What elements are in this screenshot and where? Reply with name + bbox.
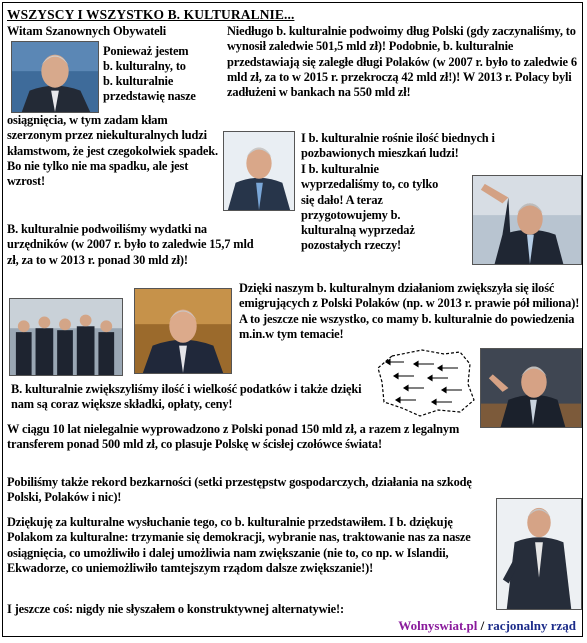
- footer-site: Wolnyswiat.pl: [398, 618, 478, 633]
- photo-standing: [496, 498, 582, 610]
- poverty-text: I b. kulturalnie rośnie ilość biednych i pozbawionych mieszkań ludzi!: [301, 131, 495, 161]
- photo-group: [9, 298, 123, 376]
- debt-paragraph: Niedługo b. kulturalnie podwoimy dług Polski (gdy zaczynaliśmy, to wynosił zaledwie 501,5 mld zł)! Podobnie, b. kulturalnie przedstawiają się zaległe długi Polaków (w 2007 r. było to zaledwie 6 mld zł, za to w 2015 r. przekroczą 42 mld zł!)! W 2013 r. Polacy byli zadłużeni w bankach na 550 mld zł!: [227, 24, 577, 100]
- thanks-text: Dziękuję za kulturalne wysłuchanie tego, co b. kulturalnie przedstawiłem. I b. dziękuję Polakom za kulturalne: trzymanie się demokracji, wybranie nas, traktowanie nas za nasze osiągnięcia, co umożliwiło i dalej umożliwia nam zwiększanie (nie to, co np. w Islandii, Ekwadorze, co uniemożliwiło tamtejszym rządom dalsze zwiększanie!)!: [7, 515, 471, 575]
- map-emigration: [374, 348, 478, 418]
- emigration-text: Dzięki naszym b. kulturalnym działaniom zwiększyła się ilość emigrujących z Polski Polaków (np. w 2013 r. prawie pół miliona)! A to jeszcze nie wszystko, co mamy b. kulturalnie do powiedzenia m.in.w tym temacie!: [239, 281, 580, 341]
- poster: [2, 2, 583, 637]
- taxes-text: B. kulturalnie zwiększyliśmy ilość i wielkość podatków i także dzięki nam są coraz większe składki, opłaty, ceny!: [11, 382, 362, 412]
- sell-off-text: I b. kulturalnie wyprzedaliśmy to, co tylko się dało! A teraz przygotowujemy b. kulturalną wyprzedaż pozostałych rzeczy!: [301, 162, 439, 253]
- photo-smiling: [134, 288, 232, 374]
- photo-gesturing: [472, 175, 582, 265]
- footer-credit: [398, 618, 576, 634]
- capital-outflow-text: W ciągu 10 lat nielegalnie wyprowadzono z Polski ponad 150 mld zł, a razem z legalnym transferem ponad 500 mld zł, co plasuje Polskę w ścisłej czołówce świata!: [7, 422, 460, 452]
- closing-text: I jeszcze coś: nigdy nie słyszałem o konstruktywnej alternatywie!:: [7, 602, 344, 616]
- greeting-text: Witam Szanownych Obywateli: [7, 24, 167, 38]
- footer-name: racjonalny rząd: [487, 618, 576, 633]
- intro-line-2: b. kulturalny, to: [103, 59, 186, 73]
- intro-line-4: przedstawię nasze: [103, 89, 196, 103]
- photo-portrait-1: [11, 41, 99, 113]
- impunity-text: Pobiliśmy także rekord bezkarności (setki przestępstw gospodarczych, działania na szkodę Polski, Polaków i nic)!: [7, 475, 472, 505]
- intro-paragraph: osiągnięcia, w tym zadam kłam szerzonym przez niekulturalnych ludzi kłamstwom, że jest czegokolwiek spadek. Bo nie tylko nie ma spadku, ale jest wzrost!: [7, 113, 218, 189]
- officials-spending-text: B. kulturalnie podwoiliśmy wydatki na urzędników (w 2007 r. było to zaledwie 15,7 mld zł, za to w 2013 r. ponad 30 mld zł)!: [7, 222, 254, 267]
- photo-speaking: [480, 348, 582, 428]
- intro-line-3: b. kulturalnie: [103, 74, 174, 88]
- intro-line-1: Ponieważ jestem: [103, 44, 189, 58]
- photo-portrait-2: [223, 131, 295, 211]
- page-title: WSZYSCY I WSZYSTKO B. KULTURALNIE...: [7, 7, 295, 22]
- footer-separator: /: [477, 618, 488, 633]
